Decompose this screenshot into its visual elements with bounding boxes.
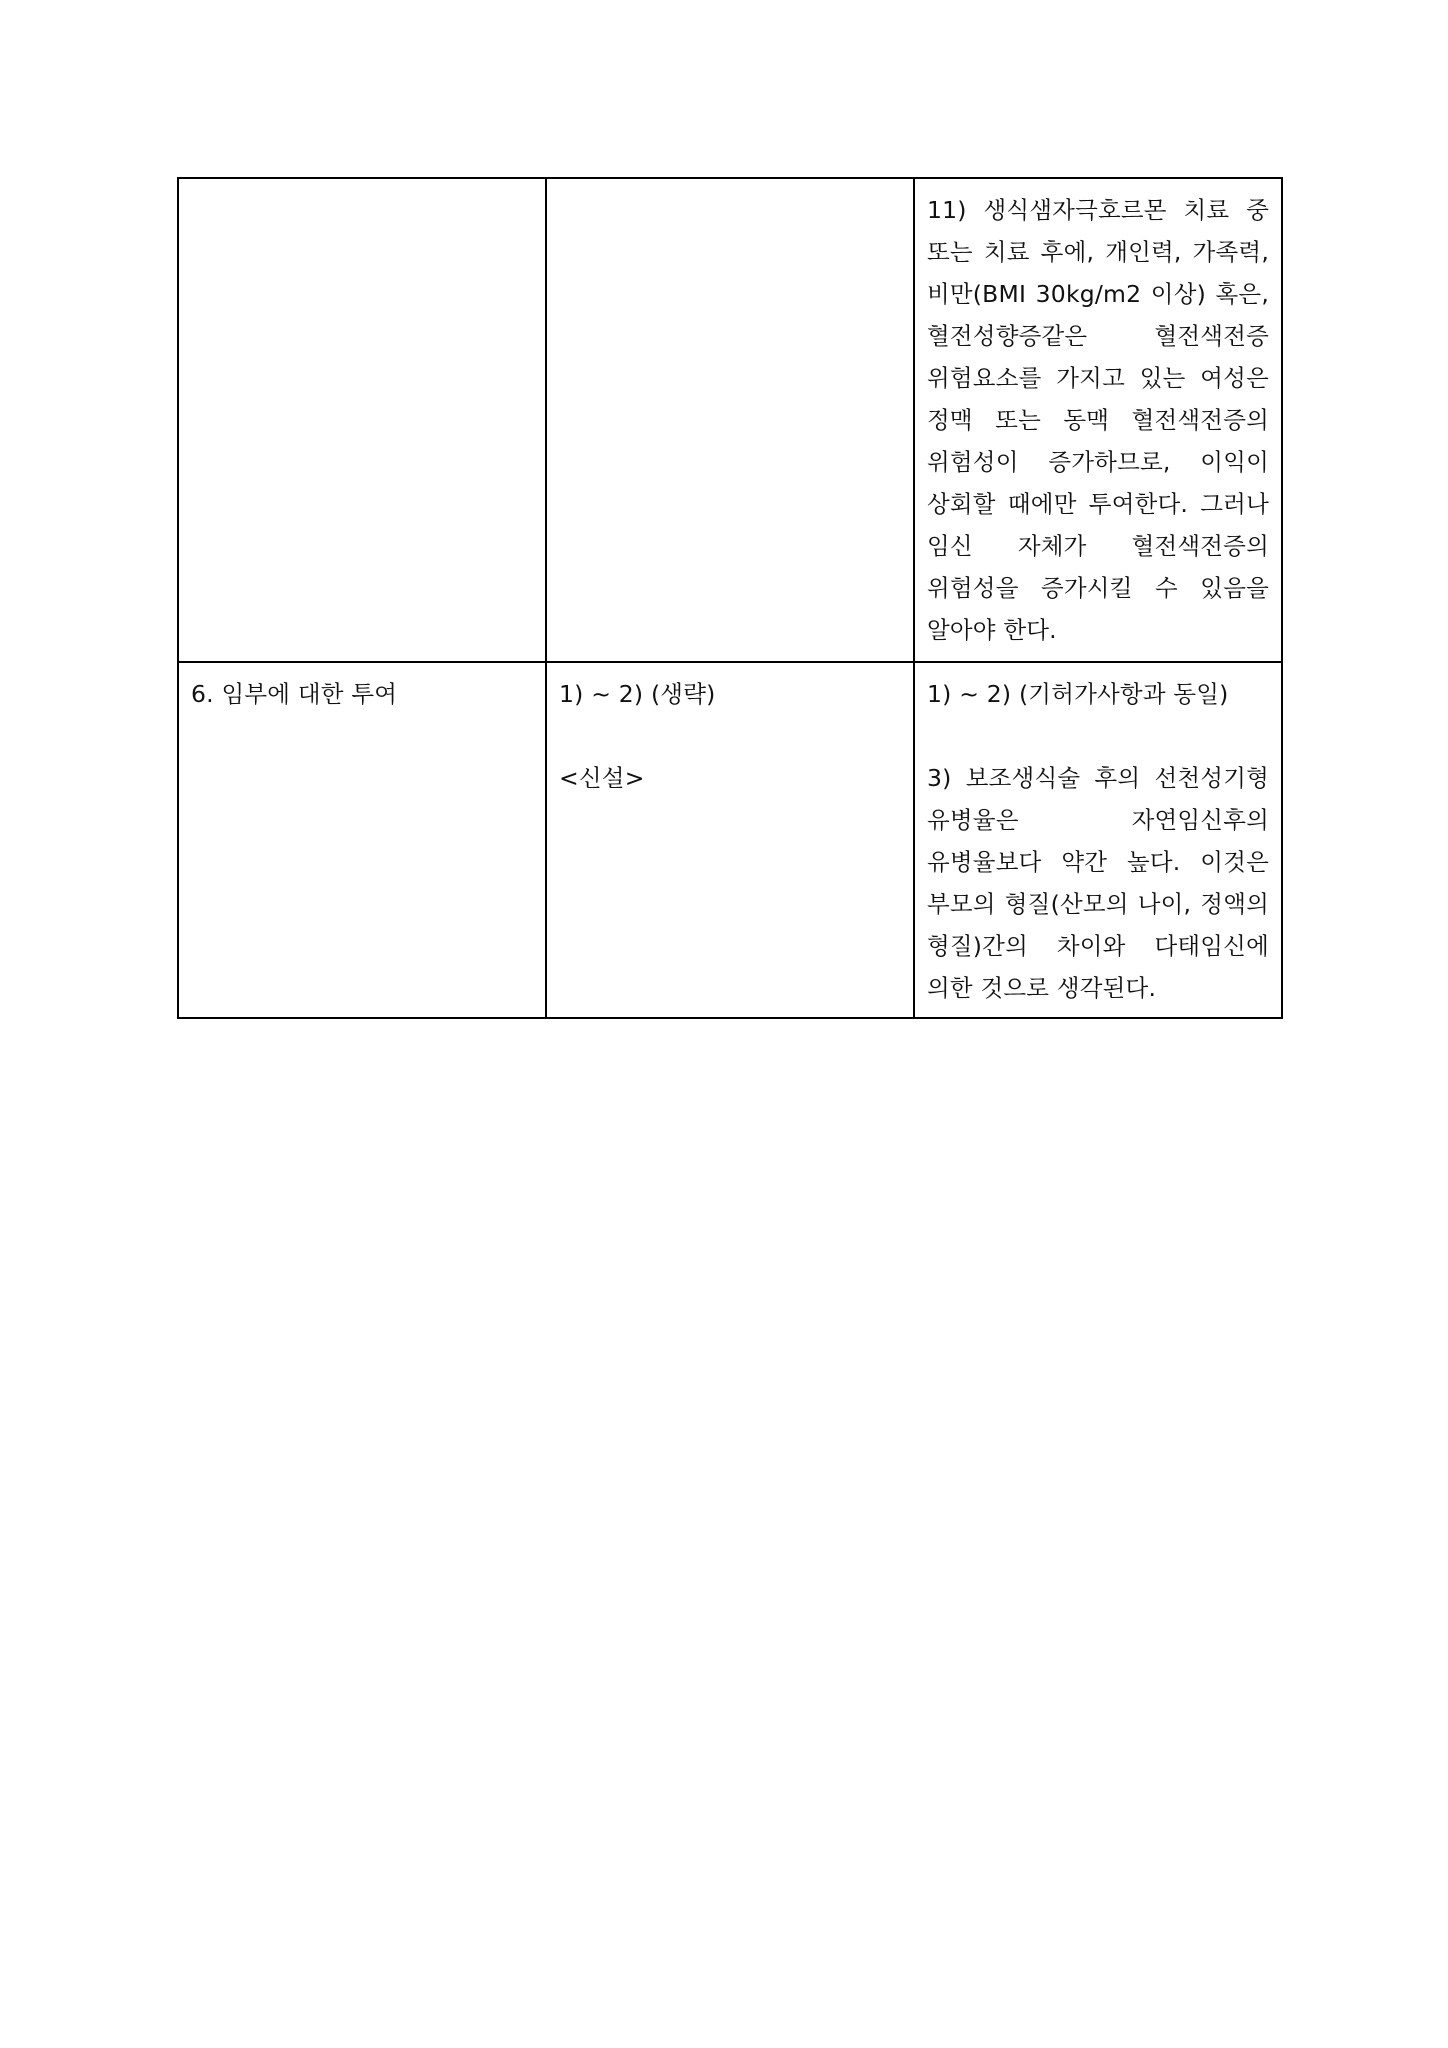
table-cell-revised xyxy=(914,662,1282,1018)
spacer xyxy=(559,715,901,757)
cell-text: 11) 생식샘자극호르몬 치료 중 또는 치료 후에, 개인력, 가족력, 비만(BMI 30kg/m2 이상) 혹은, 혈전성향증같은 혈전색전증 위험요소를 가지고 있는 여성은 정맥 또는 동맥 혈전색전증의 위험성이 증가하므로, 이익이 상회할 때에만 투여한다. 그러나 임신 자체가 혈전색전증의 위험성을 증가시킬 수 있음을 알아야 한다. xyxy=(927,196,1269,644)
table-row xyxy=(178,178,1282,662)
cell-text: <신설> xyxy=(559,764,645,792)
table-row xyxy=(178,662,1282,1018)
spacer xyxy=(927,715,1269,757)
table-cell-revised xyxy=(914,178,1282,662)
table-cell-current xyxy=(546,662,914,1018)
cell-text: 1) ~ 2) (기허가사항과 동일) xyxy=(927,680,1229,708)
table-cell-section xyxy=(178,178,546,662)
table-cell-current xyxy=(546,178,914,662)
cell-text: 3) 보조생식술 후의 선천성기형 유병율은 자연임신후의 유병율보다 약간 높다. 이것은 부모의 형질(산모의 나이, 정액의 형질)간의 차이와 다태임신에 의한 것으로 생각된다. xyxy=(927,764,1269,1002)
comparison-table xyxy=(177,177,1283,1019)
cell-text: 1) ~ 2) (생략) xyxy=(559,680,716,708)
table-cell-section xyxy=(178,662,546,1018)
section-heading: 6. 임부에 대한 투여 xyxy=(191,680,398,708)
